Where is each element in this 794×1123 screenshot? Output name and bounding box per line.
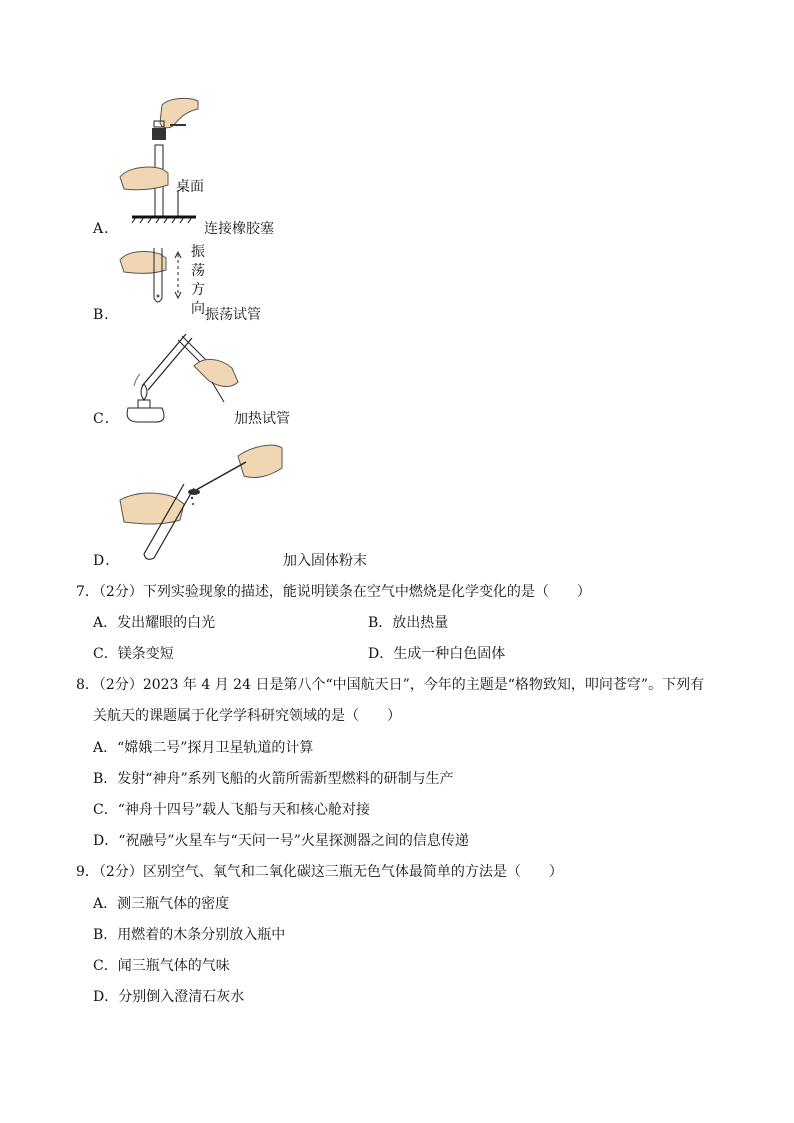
q9-option-a[interactable]: A．测三瓶气体的密度 [93,896,230,912]
option-d-letter: D． [93,553,121,569]
q8-option-d[interactable]: D．“祝融号”火星车与“天问一号”火星探测器之间的信息传递 [93,833,469,849]
option-b-letter: B． [93,307,120,323]
figure-d-caption: 加入固体粉末 [283,553,367,569]
question-number: 8． [76,677,99,693]
question-score: （2分） [98,864,143,880]
question-text: 下列实验现象的描述，能说明镁条在空气中燃烧是化学变化的是（ ） [142,584,591,600]
figure-c-heat-tube [120,326,250,430]
question-score: （2分） [98,584,143,600]
hand-icon [194,359,238,386]
lower-hand-icon [120,167,168,190]
question-9 [76,861,563,881]
question-8-line-2: 关航天的课题属于化学学科研究领域的是（ ） [93,708,401,724]
q9-option-c[interactable]: C．闻三瓶气体的气味 [93,958,230,974]
figure-a-connect-stopper [110,95,230,235]
question-number: 9． [76,864,99,880]
desk-label: 桌面 [176,179,204,195]
question-7 [76,581,591,601]
figure-c-caption: 加热试管 [234,411,290,427]
q9-option-d[interactable]: D．分别倒入澄清石灰水 [93,989,245,1005]
question-score: （2分） [98,677,143,693]
upper-hand-icon [238,445,282,477]
question-number: 7． [76,584,99,600]
flame-icon [141,384,147,400]
stopper-base-icon [152,128,166,140]
figure-d-add-powder [118,438,284,562]
lower-hand-icon [120,493,184,524]
figure-a-caption: 连接橡胶塞 [204,221,274,237]
q7-option-c[interactable]: C．镁条变短 [93,646,174,662]
question-8 [76,674,704,694]
figure-b-caption: 振荡试管 [205,307,261,323]
q7-option-a[interactable]: A．发出耀眼的白光 [93,615,216,631]
question-text: 区别空气、氧气和二氧化碳这三瓶无色气体最简单的方法是（ ） [142,864,563,880]
question-text: 2023 年 4 月 24 日是第八个“中国航天日”，今年的主题是“格物致知，叩问苍穹”。下列有 [142,677,705,693]
q7-option-b[interactable]: B．放出热量 [368,615,449,631]
q8-option-a[interactable]: A．“嫦娥二号”探月卫星轨道的计算 [93,740,314,756]
option-a-letter: A． [93,221,120,237]
q9-option-b[interactable]: B．用燃着的木条分别放入瓶中 [93,927,286,943]
q8-option-b[interactable]: B．发射“神舟”系列飞船的火箭所需新型燃料的研制与生产 [93,771,454,787]
q7-option-d[interactable]: D．生成一种白色固体 [368,646,506,662]
alcohol-lamp-icon [127,408,164,422]
hand-icon [120,252,166,274]
option-c-letter: C． [93,411,120,427]
upper-hand-icon [160,98,198,127]
figure-b-shake-tube [118,240,198,320]
shake-direction-label: 振 荡 方 向 [191,244,205,317]
q8-option-c[interactable]: C．“神舟十四号”载人飞船与天和核心舱对接 [93,802,371,818]
spatula-icon [196,462,246,490]
